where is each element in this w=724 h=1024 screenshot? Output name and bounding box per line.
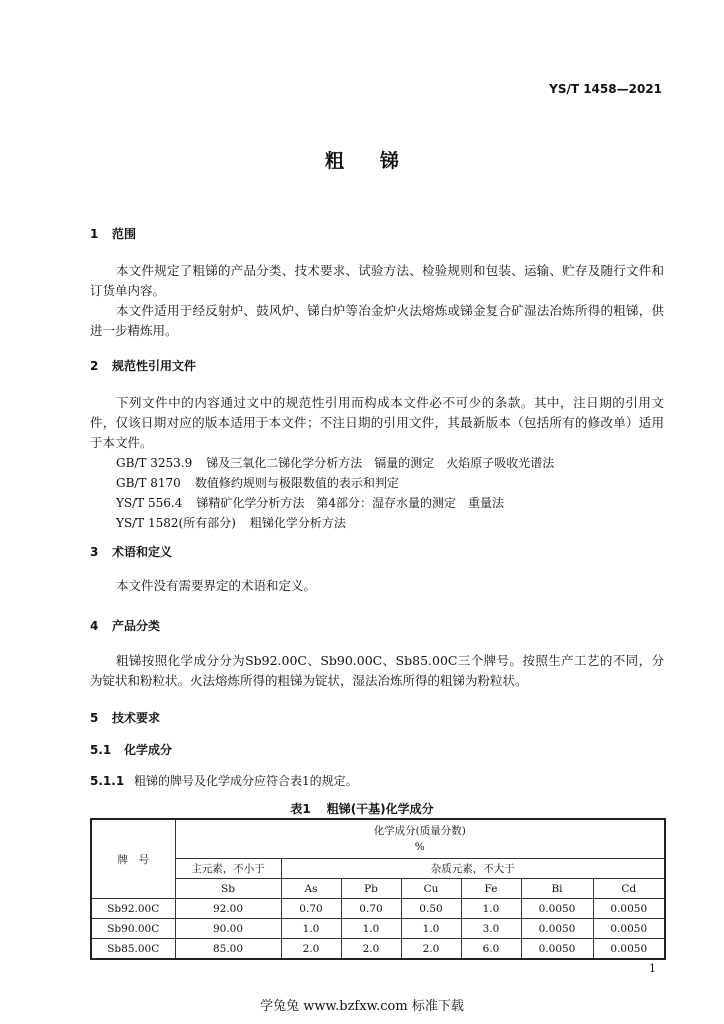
classification-paragraph: 粗锑按照化学成分分为Sb92.00C、Sb90.00C、Sb85.00C三个牌号。按照生产工艺的不同，分为锭状和粉粒状。火法熔炼所得的粗锑为锭状，湿法冶炼所得的粗锑为粉粒状。: [90, 653, 664, 688]
section-number: 4: [90, 619, 99, 633]
element-header: As: [281, 879, 341, 899]
section-title: 化学成分: [124, 743, 173, 757]
composition-header: [175, 819, 665, 859]
composition-header-label: 化学成分(质量分数): [373, 825, 466, 837]
reference-item: [116, 513, 360, 533]
value-cell: 2.0: [401, 939, 461, 960]
composition-table: [90, 818, 666, 960]
reference-code: GB/T 8170: [116, 476, 181, 490]
table-caption: [0, 800, 724, 817]
value-cell: 2.0: [341, 939, 401, 960]
reference-text: 粗锑化学分析方法: [249, 516, 346, 530]
section-number: 5: [90, 711, 99, 725]
value-cell: 0.70: [341, 899, 401, 919]
terms-paragraph: 本文件没有需要界定的术语和定义。: [116, 578, 317, 593]
main-element-header: 主元素，不小于: [175, 859, 281, 879]
section-heading-requirements: [90, 709, 160, 726]
element-header-row: [91, 879, 665, 899]
page-number: 1: [649, 962, 656, 975]
value-cell: 0.0050: [593, 919, 665, 939]
grade-cell: Sb85.00C: [91, 939, 175, 960]
section-heading-scope: [90, 225, 136, 242]
table-row: [91, 899, 665, 919]
section-number: 1: [90, 227, 99, 241]
section-number: 5.1: [90, 743, 112, 757]
grade-header: 牌 号: [91, 819, 175, 899]
section-title: 术语和定义: [112, 545, 173, 559]
value-cell: 85.00: [175, 939, 281, 960]
value-cell: 90.00: [175, 919, 281, 939]
page-title: 粗锑: [324, 150, 435, 172]
scope-paragraph-2: 本文件适用于经反射炉、鼓风炉、锑白炉等冶金炉火法熔炼或锑金复合矿湿法冶炼所得的粗锑，供进一步精炼用。: [90, 303, 664, 338]
value-cell: 3.0: [461, 919, 521, 939]
element-header: Bi: [521, 879, 593, 899]
value-cell: 0.50: [401, 899, 461, 919]
clause-5-1-1: [90, 772, 358, 789]
value-cell: 92.00: [175, 899, 281, 919]
reference-text: 数值修约规则与极限数值的表示和判定: [194, 476, 399, 490]
impurity-header: 杂质元素，不大于: [281, 859, 665, 879]
value-cell: 2.0: [281, 939, 341, 960]
composition-unit: %: [414, 841, 425, 853]
section-heading-classification: [90, 617, 160, 634]
value-cell: 1.0: [401, 919, 461, 939]
element-header: Cu: [401, 879, 461, 899]
reference-item: [116, 493, 518, 513]
section-heading-terms: [90, 543, 172, 560]
section-number: 2: [90, 359, 99, 373]
section-title: 规范性引用文件: [112, 359, 197, 373]
references-paragraph: 下列文件中的内容通过文中的规范性引用而构成本文件必不可少的条款。其中，注日期的引用文件，仅该日期对应的版本适用于本文件；不注日期的引用文件，其最新版本（包括所有的修改单）适用于本文件。: [90, 395, 664, 450]
value-cell: 0.0050: [521, 899, 593, 919]
subsection-heading-composition: [90, 741, 172, 758]
reference-item: [116, 453, 568, 473]
value-cell: 0.0050: [521, 939, 593, 960]
value-cell: 6.0: [461, 939, 521, 960]
value-cell: 0.0050: [521, 919, 593, 939]
value-cell: 1.0: [461, 899, 521, 919]
section-title: 范围: [112, 227, 137, 241]
grade-cell: Sb90.00C: [91, 919, 175, 939]
reference-item: [116, 473, 413, 493]
grade-cell: Sb92.00C: [91, 899, 175, 919]
value-cell: 0.0050: [593, 939, 665, 960]
value-cell: 1.0: [341, 919, 401, 939]
table-caption-label: 表1: [290, 802, 311, 816]
value-cell: 1.0: [281, 919, 341, 939]
reference-text: 锑精矿化学分析方法 第4部分：湿存水量的测定 重量法: [196, 496, 504, 510]
reference-code: YS/T 1582(所有部分): [116, 516, 236, 530]
clause-text: 粗锑的牌号及化学成分应符合表1的规定。: [134, 774, 358, 788]
value-cell: 0.70: [281, 899, 341, 919]
scope-paragraph-1: 本文件规定了粗锑的产品分类、技术要求、试验方法、检验规则和包装、运输、贮存及随行文件和订货单内容。: [90, 263, 664, 298]
standard-number: YS/T 1458—2021: [549, 82, 662, 96]
reference-text: 锑及三氧化二锑化学分析方法 镉量的测定 火焰原子吸收光谱法: [206, 456, 555, 470]
reference-code: GB/T 3253.9: [116, 456, 193, 470]
element-header: Cd: [593, 879, 665, 899]
section-number: 5.1.1: [90, 774, 125, 788]
element-header: Sb: [175, 879, 281, 899]
table-row: [91, 939, 665, 960]
section-title: 技术要求: [112, 711, 161, 725]
reference-code: YS/T 556.4: [116, 496, 183, 510]
footer-watermark: 学兔兔 www.bzfxw.com 标准下载: [260, 999, 464, 1014]
element-header: Fe: [461, 879, 521, 899]
section-number: 3: [90, 545, 99, 559]
value-cell: 0.0050: [593, 899, 665, 919]
table-row: [91, 919, 665, 939]
element-header: Pb: [341, 879, 401, 899]
table-caption-title: 粗锑(干基)化学成分: [326, 802, 434, 816]
section-heading-references: [90, 357, 196, 374]
section-title: 产品分类: [112, 619, 161, 633]
